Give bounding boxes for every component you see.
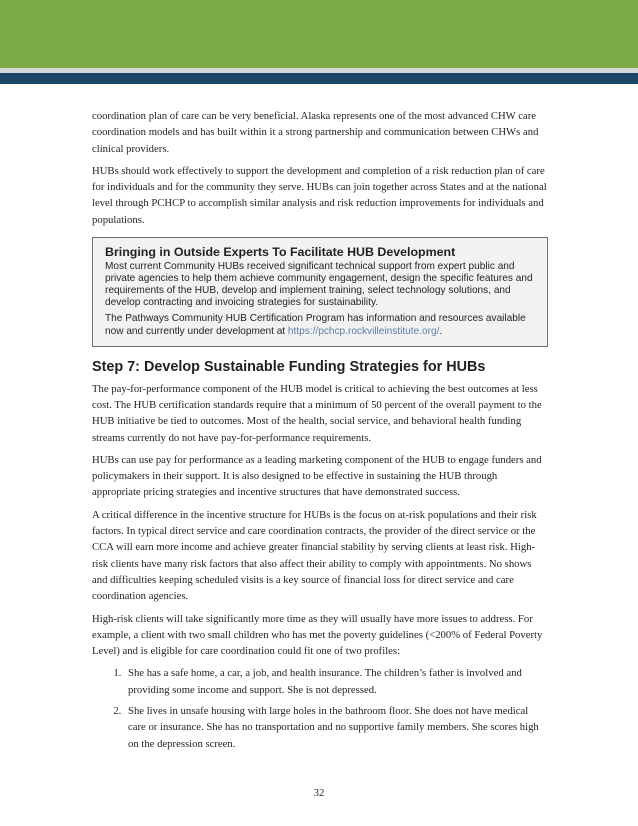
callout-paragraph	[105, 313, 537, 337]
callout-title: Bringing in Outside Experts To Facilitate HUB Development	[105, 245, 456, 260]
callout-text-end: .	[439, 325, 443, 337]
body-paragraph: coordination plan of care can be very beneficial. Alaska represents one of the most advanced CHW care coordination models and has built within it a strong partnership and communication between CHWs and clinical providers.	[92, 110, 539, 155]
callout-paragraph: Most current Community HUBs received significant technical support from expert public and private agencies to help them achieve community engagement, design the specific features and requirements of the HUB, develop and implement training, select technology solutions, and develop contracting and invoicing strategies for sustainability.	[105, 261, 533, 309]
list-item: 1. She has a safe home, a car, a job, and health insurance. The children’s father is involved and providing some income and support. She is not depressed.	[124, 665, 548, 698]
list-item: 2. She lives in unsafe housing with large holes in the bathroom floor. She does not have medical care or insurance. She has no transportation and no supportive family members. She scores high on the depression screen.	[124, 703, 548, 752]
callout-text: The Pathways Community HUB Certification Program has information and resources available now and currently under development at	[105, 313, 526, 337]
page-content	[92, 108, 548, 757]
body-paragraph: HUBs can use pay for performance as a leading marketing component of the HUB to engage funders and policymakers in their support. It is also designed to be effective in sustaining the HUB through appropriate pricing strategies and incentive structures that have demonstrated success.	[92, 453, 542, 499]
section-heading: Step 7: Develop Sustainable Funding Strategies for HUBs	[92, 358, 486, 375]
page-number: 32	[313, 787, 325, 799]
body-paragraph: The pay-for-performance component of the HUB model is critical to achieving the best outcomes at less cost. The HUB certification standards require that a minimum of 50 percent of the overall payment to the HUB initiative be tied to outcomes. Most of the health, social service, and behavioral health funding streams currently do not have pay-for-performance requirements.	[92, 382, 542, 444]
pchcp-link[interactable]: https://pchcp.rockvilleinstitute.org/	[287, 325, 440, 337]
body-paragraph: High-risk clients will take significantly more time as they will usually have more issues to address. For example, a client with two small children who has met the poverty guidelines (<200% of Federal Poverty Level) and is eligible for care coordination could fit one of two profiles:	[92, 612, 543, 658]
profiles-list	[92, 665, 548, 751]
header-navy-stripe	[0, 73, 638, 84]
body-paragraph: HUBs should work effectively to support the development and completion of a risk reduction plan of care for individuals and for the community they serve. HUBs can join together across States and at the national level through PCHCP to accomplish similar analysis and risk reduction improvements for individuals and populations.	[92, 164, 547, 226]
header-green-band	[0, 0, 638, 68]
callout-box	[92, 237, 548, 347]
body-paragraph: A critical difference in the incentive structure for HUBs is the focus on at-risk populations and their risk factors. In typical direct service and care coordination contracts, the provider of the direct service or the CCA will earn more income and achieve greater financial stability by serving clients at least risk. High-risk clients have many risk factors that also affect their ability to comply with appointments. No shows and difficulties keeping scheduled visits is a key source of financial loss for direct service and care coordination agencies.	[92, 508, 537, 603]
